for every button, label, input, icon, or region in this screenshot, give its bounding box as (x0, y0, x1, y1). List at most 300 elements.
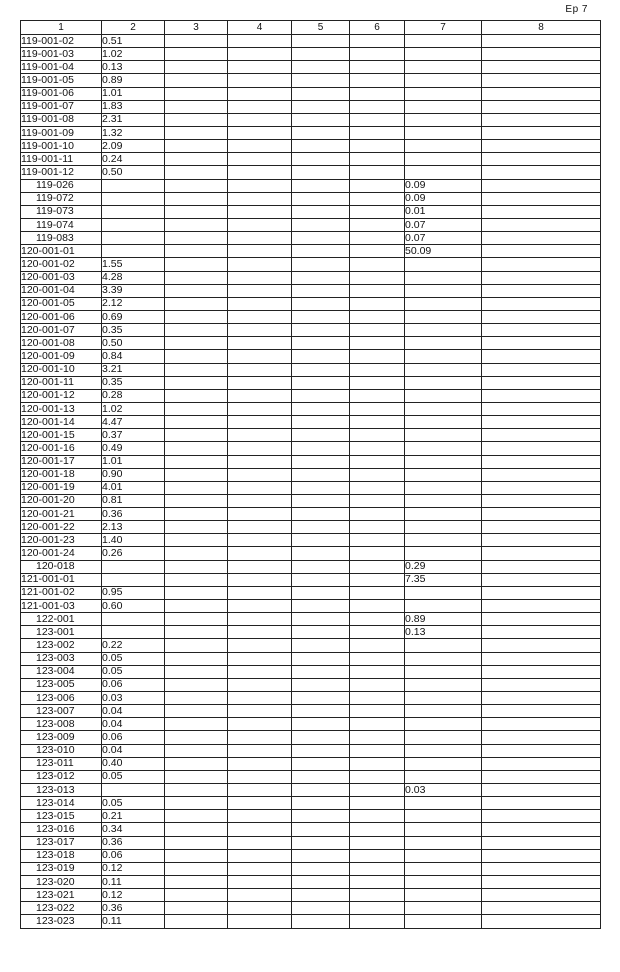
cell-empty (482, 613, 601, 626)
cell-empty (292, 310, 350, 323)
cell-empty (228, 179, 292, 192)
cell-code: 123-017 (21, 836, 102, 849)
cell-code: 119-083 (21, 232, 102, 245)
cell-col2: 1.02 (102, 48, 165, 61)
cell-empty (482, 600, 601, 613)
cell-col2: 4.47 (102, 416, 165, 429)
cell-empty (228, 810, 292, 823)
cell-col2 (102, 232, 165, 245)
cell-col7 (405, 915, 482, 928)
cell-empty (482, 481, 601, 494)
cell-code: 119-074 (21, 218, 102, 231)
cell-col2: 0.36 (102, 902, 165, 915)
cell-empty (350, 534, 405, 547)
table-row (21, 521, 601, 534)
cell-empty (228, 153, 292, 166)
cell-empty (292, 455, 350, 468)
cell-empty (482, 797, 601, 810)
cell-empty (165, 889, 228, 902)
cell-col2: 1.40 (102, 534, 165, 547)
cell-empty (350, 718, 405, 731)
cell-col7 (405, 889, 482, 902)
cell-empty (350, 652, 405, 665)
cell-empty (350, 823, 405, 836)
table-row (21, 849, 601, 862)
cell-empty (228, 494, 292, 507)
cell-code: 119-073 (21, 205, 102, 218)
cell-col7 (405, 810, 482, 823)
cell-col2: 3.21 (102, 363, 165, 376)
cell-empty (228, 350, 292, 363)
cell-empty (350, 140, 405, 153)
table-row (21, 337, 601, 350)
cell-empty (292, 87, 350, 100)
cell-empty (482, 770, 601, 783)
cell-col7 (405, 126, 482, 139)
column-header-4: 4 (228, 21, 292, 35)
cell-empty (165, 744, 228, 757)
table-row (21, 35, 601, 48)
cell-code: 120-001-22 (21, 521, 102, 534)
cell-code: 123-014 (21, 797, 102, 810)
cell-empty (350, 232, 405, 245)
cell-col2: 0.34 (102, 823, 165, 836)
cell-empty (165, 192, 228, 205)
cell-code: 120-001-13 (21, 402, 102, 415)
cell-col2: 3.39 (102, 284, 165, 297)
column-header-2: 2 (102, 21, 165, 35)
table-row (21, 770, 601, 783)
cell-col7 (405, 363, 482, 376)
cell-col7 (405, 376, 482, 389)
cell-empty (350, 731, 405, 744)
cell-col7: 0.09 (405, 179, 482, 192)
cell-empty (350, 74, 405, 87)
cell-empty (228, 718, 292, 731)
cell-empty (165, 665, 228, 678)
cell-col2 (102, 613, 165, 626)
cell-empty (292, 876, 350, 889)
column-header-5: 5 (292, 21, 350, 35)
cell-empty (482, 310, 601, 323)
cell-col2 (102, 784, 165, 797)
cell-code: 120-001-05 (21, 297, 102, 310)
cell-code: 119-001-04 (21, 61, 102, 74)
cell-empty (228, 678, 292, 691)
cell-empty (228, 481, 292, 494)
table-row (21, 613, 601, 626)
cell-empty (292, 363, 350, 376)
cell-col7: 7.35 (405, 573, 482, 586)
cell-code: 120-001-01 (21, 245, 102, 258)
cell-empty (482, 560, 601, 573)
cell-empty (165, 784, 228, 797)
cell-col7 (405, 113, 482, 126)
cell-empty (292, 245, 350, 258)
cell-code: 123-010 (21, 744, 102, 757)
cell-col2 (102, 573, 165, 586)
cell-empty (292, 179, 350, 192)
cell-empty (292, 35, 350, 48)
cell-empty (228, 731, 292, 744)
cell-empty (482, 784, 601, 797)
cell-empty (228, 442, 292, 455)
cell-empty (482, 363, 601, 376)
table-row (21, 626, 601, 639)
cell-empty (165, 547, 228, 560)
cell-empty (165, 652, 228, 665)
cell-col2: 0.04 (102, 744, 165, 757)
cell-col7: 0.01 (405, 205, 482, 218)
cell-empty (165, 126, 228, 139)
cell-code: 121-001-02 (21, 586, 102, 599)
cell-empty (165, 862, 228, 875)
cell-empty (350, 639, 405, 652)
table-row (21, 889, 601, 902)
cell-code: 120-001-21 (21, 508, 102, 521)
cell-empty (228, 100, 292, 113)
cell-code: 120-001-11 (21, 376, 102, 389)
cell-col7 (405, 153, 482, 166)
cell-col7 (405, 678, 482, 691)
table-row (21, 652, 601, 665)
cell-code: 120-001-04 (21, 284, 102, 297)
cell-empty (165, 389, 228, 402)
cell-empty (165, 324, 228, 337)
cell-empty (350, 205, 405, 218)
cell-empty (482, 678, 601, 691)
cell-empty (228, 770, 292, 783)
cell-col7: 0.09 (405, 192, 482, 205)
cell-empty (165, 902, 228, 915)
cell-empty (292, 376, 350, 389)
cell-empty (350, 626, 405, 639)
cell-empty (165, 639, 228, 652)
cell-code: 120-001-12 (21, 389, 102, 402)
cell-code: 123-007 (21, 705, 102, 718)
cell-code: 123-002 (21, 639, 102, 652)
cell-empty (165, 573, 228, 586)
cell-empty (228, 797, 292, 810)
cell-empty (292, 678, 350, 691)
table-row (21, 481, 601, 494)
cell-empty (228, 389, 292, 402)
cell-code: 123-013 (21, 784, 102, 797)
cell-col7 (405, 508, 482, 521)
cell-empty (350, 337, 405, 350)
cell-empty (482, 113, 601, 126)
cell-empty (165, 810, 228, 823)
table-row (21, 678, 601, 691)
cell-empty (292, 823, 350, 836)
cell-empty (482, 836, 601, 849)
cell-empty (228, 836, 292, 849)
cell-empty (228, 534, 292, 547)
cell-col7 (405, 639, 482, 652)
table-row (21, 153, 601, 166)
cell-empty (350, 245, 405, 258)
table-row (21, 639, 601, 652)
cell-empty (292, 350, 350, 363)
cell-empty (482, 166, 601, 179)
cell-empty (350, 705, 405, 718)
cell-col2: 0.84 (102, 350, 165, 363)
cell-empty (482, 810, 601, 823)
cell-empty (482, 179, 601, 192)
cell-empty (292, 652, 350, 665)
cell-empty (292, 337, 350, 350)
cell-empty (228, 468, 292, 481)
cell-empty (482, 639, 601, 652)
cell-col2 (102, 218, 165, 231)
table-row (21, 232, 601, 245)
cell-empty (292, 889, 350, 902)
cell-empty (482, 705, 601, 718)
table-row (21, 862, 601, 875)
cell-empty (292, 613, 350, 626)
cell-empty (350, 284, 405, 297)
table-row (21, 876, 601, 889)
cell-empty (350, 324, 405, 337)
data-table (20, 20, 601, 929)
cell-empty (165, 442, 228, 455)
cell-code: 123-005 (21, 678, 102, 691)
cell-empty (228, 218, 292, 231)
cell-empty (292, 429, 350, 442)
cell-empty (350, 849, 405, 862)
table-row (21, 310, 601, 323)
cell-col2: 0.50 (102, 166, 165, 179)
cell-empty (228, 902, 292, 915)
cell-empty (482, 534, 601, 547)
cell-col7 (405, 757, 482, 770)
table-row (21, 784, 601, 797)
cell-col2: 0.05 (102, 770, 165, 783)
cell-code: 123-021 (21, 889, 102, 902)
cell-code: 121-001-03 (21, 600, 102, 613)
cell-code: 123-008 (21, 718, 102, 731)
cell-empty (292, 770, 350, 783)
table-row (21, 455, 601, 468)
cell-code: 119-001-05 (21, 74, 102, 87)
cell-empty (165, 140, 228, 153)
cell-empty (350, 573, 405, 586)
cell-empty (350, 784, 405, 797)
cell-code: 120-001-02 (21, 258, 102, 271)
table-row (21, 350, 601, 363)
cell-empty (482, 889, 601, 902)
cell-code: 123-011 (21, 757, 102, 770)
cell-empty (350, 113, 405, 126)
table-row (21, 757, 601, 770)
cell-empty (165, 613, 228, 626)
cell-col2: 1.02 (102, 402, 165, 415)
table-row (21, 823, 601, 836)
cell-col7 (405, 494, 482, 507)
cell-empty (228, 416, 292, 429)
cell-col7 (405, 284, 482, 297)
table-row (21, 442, 601, 455)
cell-code: 121-001-01 (21, 573, 102, 586)
cell-empty (165, 35, 228, 48)
cell-col2: 0.26 (102, 547, 165, 560)
cell-empty (350, 560, 405, 573)
cell-empty (292, 389, 350, 402)
cell-empty (482, 192, 601, 205)
cell-col7 (405, 310, 482, 323)
cell-empty (292, 586, 350, 599)
cell-empty (228, 586, 292, 599)
cell-empty (292, 284, 350, 297)
cell-empty (165, 560, 228, 573)
cell-empty (292, 126, 350, 139)
cell-empty (482, 429, 601, 442)
cell-empty (482, 652, 601, 665)
cell-empty (292, 481, 350, 494)
cell-col2: 2.09 (102, 140, 165, 153)
cell-col7 (405, 429, 482, 442)
cell-col7 (405, 481, 482, 494)
cell-empty (350, 521, 405, 534)
cell-col2: 0.51 (102, 35, 165, 48)
cell-col2 (102, 245, 165, 258)
cell-empty (228, 626, 292, 639)
cell-code: 120-001-06 (21, 310, 102, 323)
cell-col7 (405, 402, 482, 415)
table-row (21, 324, 601, 337)
cell-empty (228, 376, 292, 389)
cell-empty (165, 166, 228, 179)
cell-code: 120-001-07 (21, 324, 102, 337)
cell-code: 123-016 (21, 823, 102, 836)
cell-empty (350, 600, 405, 613)
cell-code: 120-001-17 (21, 455, 102, 468)
cell-empty (350, 48, 405, 61)
cell-empty (165, 586, 228, 599)
cell-empty (350, 192, 405, 205)
cell-empty (482, 258, 601, 271)
cell-code: 123-009 (21, 731, 102, 744)
table-row (21, 140, 601, 153)
cell-col7 (405, 389, 482, 402)
cell-col2: 0.06 (102, 849, 165, 862)
cell-empty (482, 455, 601, 468)
cell-col2: 0.95 (102, 586, 165, 599)
cell-code: 123-015 (21, 810, 102, 823)
cell-empty (165, 100, 228, 113)
cell-empty (228, 205, 292, 218)
cell-col2: 2.12 (102, 297, 165, 310)
cell-empty (350, 744, 405, 757)
cell-code: 120-001-03 (21, 271, 102, 284)
cell-col7 (405, 87, 482, 100)
cell-empty (482, 245, 601, 258)
cell-empty (292, 140, 350, 153)
cell-col2: 0.69 (102, 310, 165, 323)
cell-col7 (405, 902, 482, 915)
page-label: Ep 7 (565, 4, 588, 15)
cell-code: 120-018 (21, 560, 102, 573)
cell-empty (350, 429, 405, 442)
cell-empty (228, 915, 292, 928)
cell-empty (165, 363, 228, 376)
cell-empty (482, 35, 601, 48)
cell-code: 123-006 (21, 692, 102, 705)
cell-col7 (405, 770, 482, 783)
cell-col7: 0.29 (405, 560, 482, 573)
cell-empty (292, 402, 350, 415)
cell-empty (482, 744, 601, 757)
cell-empty (482, 757, 601, 770)
table-row (21, 126, 601, 139)
cell-empty (165, 271, 228, 284)
cell-col2: 4.28 (102, 271, 165, 284)
cell-code: 119-001-10 (21, 140, 102, 153)
table-row (21, 61, 601, 74)
cell-empty (165, 494, 228, 507)
cell-empty (165, 74, 228, 87)
cell-col2: 0.90 (102, 468, 165, 481)
cell-empty (228, 140, 292, 153)
cell-code: 123-019 (21, 862, 102, 875)
table-row (21, 205, 601, 218)
header-row (21, 21, 601, 35)
cell-code: 120-001-23 (21, 534, 102, 547)
cell-code: 123-012 (21, 770, 102, 783)
cell-col2: 0.28 (102, 389, 165, 402)
table-row (21, 902, 601, 915)
cell-empty (482, 494, 601, 507)
cell-empty (228, 271, 292, 284)
table-row (21, 113, 601, 126)
table-row (21, 429, 601, 442)
cell-empty (228, 284, 292, 297)
cell-empty (228, 521, 292, 534)
cell-col2 (102, 560, 165, 573)
cell-col7 (405, 455, 482, 468)
cell-empty (228, 652, 292, 665)
table-row (21, 376, 601, 389)
cell-col2: 0.12 (102, 862, 165, 875)
cell-col7 (405, 718, 482, 731)
cell-empty (482, 324, 601, 337)
cell-empty (350, 100, 405, 113)
cell-empty (482, 100, 601, 113)
cell-col2 (102, 192, 165, 205)
cell-code: 120-001-09 (21, 350, 102, 363)
cell-col7 (405, 416, 482, 429)
table-row (21, 718, 601, 731)
cell-empty (482, 665, 601, 678)
table-row (21, 915, 601, 928)
cell-code: 123-004 (21, 665, 102, 678)
cell-empty (292, 915, 350, 928)
table-row (21, 245, 601, 258)
cell-col2: 0.05 (102, 665, 165, 678)
cell-col2: 0.36 (102, 836, 165, 849)
cell-empty (165, 284, 228, 297)
cell-empty (165, 232, 228, 245)
table-row (21, 284, 601, 297)
cell-empty (482, 547, 601, 560)
cell-col7 (405, 797, 482, 810)
cell-empty (350, 258, 405, 271)
cell-code: 120-001-16 (21, 442, 102, 455)
cell-empty (228, 429, 292, 442)
cell-empty (165, 87, 228, 100)
cell-empty (482, 126, 601, 139)
cell-empty (350, 902, 405, 915)
